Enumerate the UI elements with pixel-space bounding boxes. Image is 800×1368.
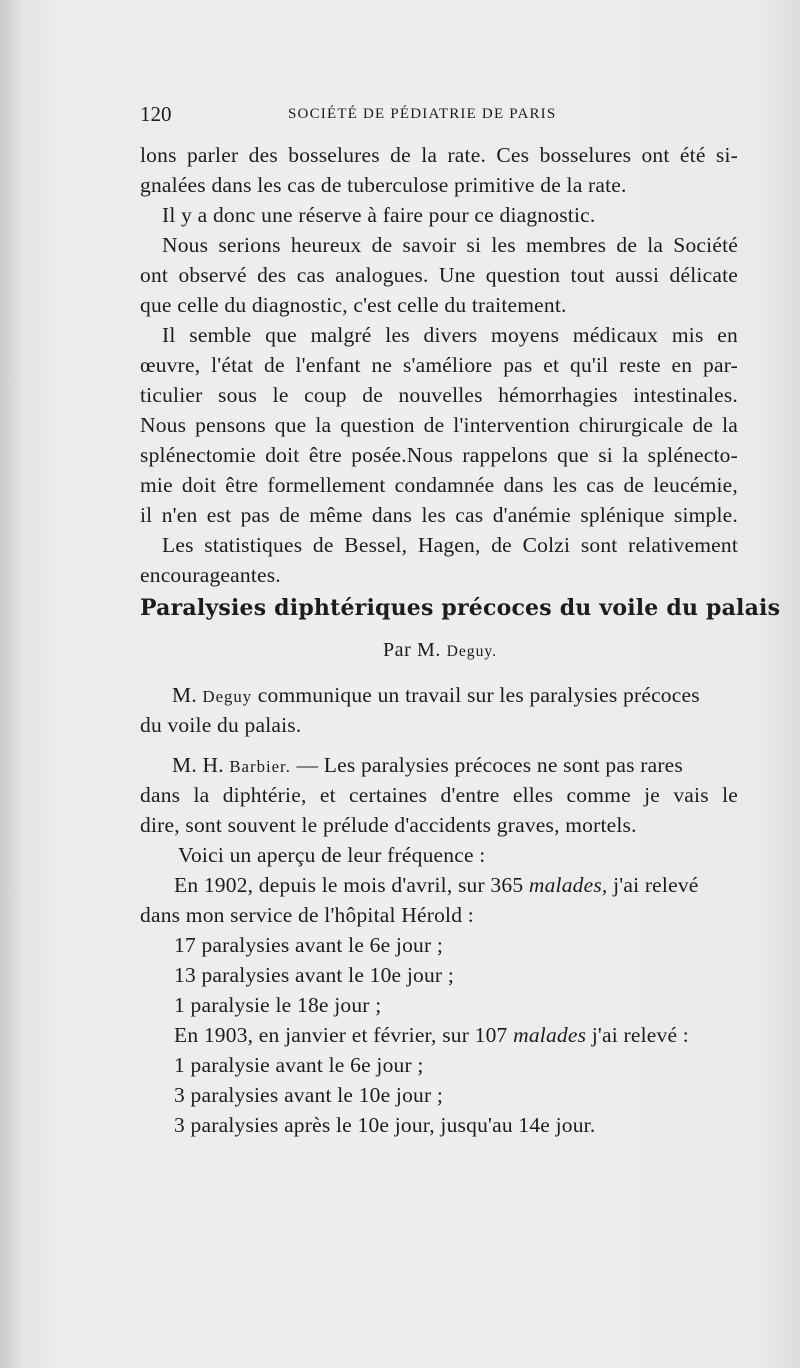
text-line: Il semble que malgré les divers moyens médicaux mis en xyxy=(162,323,738,347)
text-line: 17 paralysies avant le 6e jour ; xyxy=(174,933,444,957)
line-rest: communique un travail sur les paralysies précoces xyxy=(257,683,700,707)
text-line xyxy=(174,870,699,900)
byline-prefix: Par M. xyxy=(382,639,441,661)
text-line: 3 paralysies après le 10e jour, jusqu'au 14e jour. xyxy=(174,1113,596,1137)
text-line xyxy=(172,680,700,710)
text-line: ont observé des cas analogues. Une question tout aussi délicate xyxy=(140,263,738,287)
line-rest: — Les paralysies précoces ne sont pas rares xyxy=(296,753,683,777)
speaker-name: Barbier. xyxy=(229,757,291,776)
stats-text: En 1903, en janvier et février, sur 107 xyxy=(174,1023,508,1047)
page-number: 120 xyxy=(140,102,172,126)
text-line: il n'en est pas de même dans les cas d'anémie splénique simple. xyxy=(140,503,738,527)
text-line: gnalées dans les cas de tuberculose primitive de la rate. xyxy=(140,173,627,197)
text-line: ticulier sous le coup de nouvelles hémorrhagies intestinales. xyxy=(140,383,738,407)
text-line: dans mon service de l'hôpital Hérold : xyxy=(140,903,474,927)
text-line: encourageantes. xyxy=(140,563,281,587)
text-line: 1 paralysie le 18e jour ; xyxy=(174,993,382,1017)
text-line: 3 paralysies avant le 10e jour ; xyxy=(174,1083,444,1107)
stats-text: j'ai relevé xyxy=(613,873,699,897)
text-line: Nous pensons que la question de l'intervention chirurgicale de la xyxy=(140,413,738,437)
m-prefix: M. xyxy=(172,683,197,707)
text-line: dire, sont souvent le prélude d'accidents graves, mortels. xyxy=(140,813,637,837)
text-line: œuvre, l'état de l'enfant ne s'améliore pas et qu'il reste en par- xyxy=(140,353,738,377)
running-title: SOCIÉTÉ DE PÉDIATRIE DE PARIS xyxy=(288,106,557,122)
text-line: Nous serions heureux de savoir si les membres de la Société xyxy=(162,233,738,257)
stats-emphasis: malades, xyxy=(528,873,608,897)
text-line: que celle du diagnostic, c'est celle du traitement. xyxy=(140,293,567,317)
text-line: dans la diphtérie, et certaines d'entre elles comme je vais le xyxy=(140,783,738,807)
speaker-prefix: M. H. xyxy=(172,753,224,777)
text-line: 1 paralysie avant le 6e jour ; xyxy=(174,1053,424,1077)
text-line: Les statistiques de Bessel, Hagen, de Colzi sont relativement xyxy=(162,533,738,557)
stats-text: En 1902, depuis le mois d'avril, sur 365 xyxy=(174,873,524,897)
author-name: Deguy xyxy=(202,687,253,706)
byline-author: Deguy. xyxy=(446,643,498,660)
text-line: 13 paralysies avant le 10e jour ; xyxy=(174,963,455,987)
text-line: mie doit être formellement condamnée dans les cas de leucémie, xyxy=(140,473,738,497)
text-line xyxy=(174,1020,689,1050)
stats-text: j'ai relevé : xyxy=(591,1023,689,1047)
text-line: Voici un aperçu de leur fréquence : xyxy=(178,843,486,867)
page-header xyxy=(140,102,740,130)
text-line: du voile du palais. xyxy=(140,713,302,737)
text-line: lons parler des bosselures de la rate. Ces bosselures ont été si- xyxy=(140,143,738,167)
section-title: Paralysies diphtériques précoces du voile du palais xyxy=(140,595,781,621)
section-byline xyxy=(140,639,740,662)
stats-emphasis: malades xyxy=(513,1023,587,1047)
text-line: Il y a donc une réserve à faire pour ce diagnostic. xyxy=(162,203,596,227)
text-line: splénectomie doit être posée.Nous rappelons que si la splénecto- xyxy=(140,443,738,467)
text-line xyxy=(172,750,683,780)
